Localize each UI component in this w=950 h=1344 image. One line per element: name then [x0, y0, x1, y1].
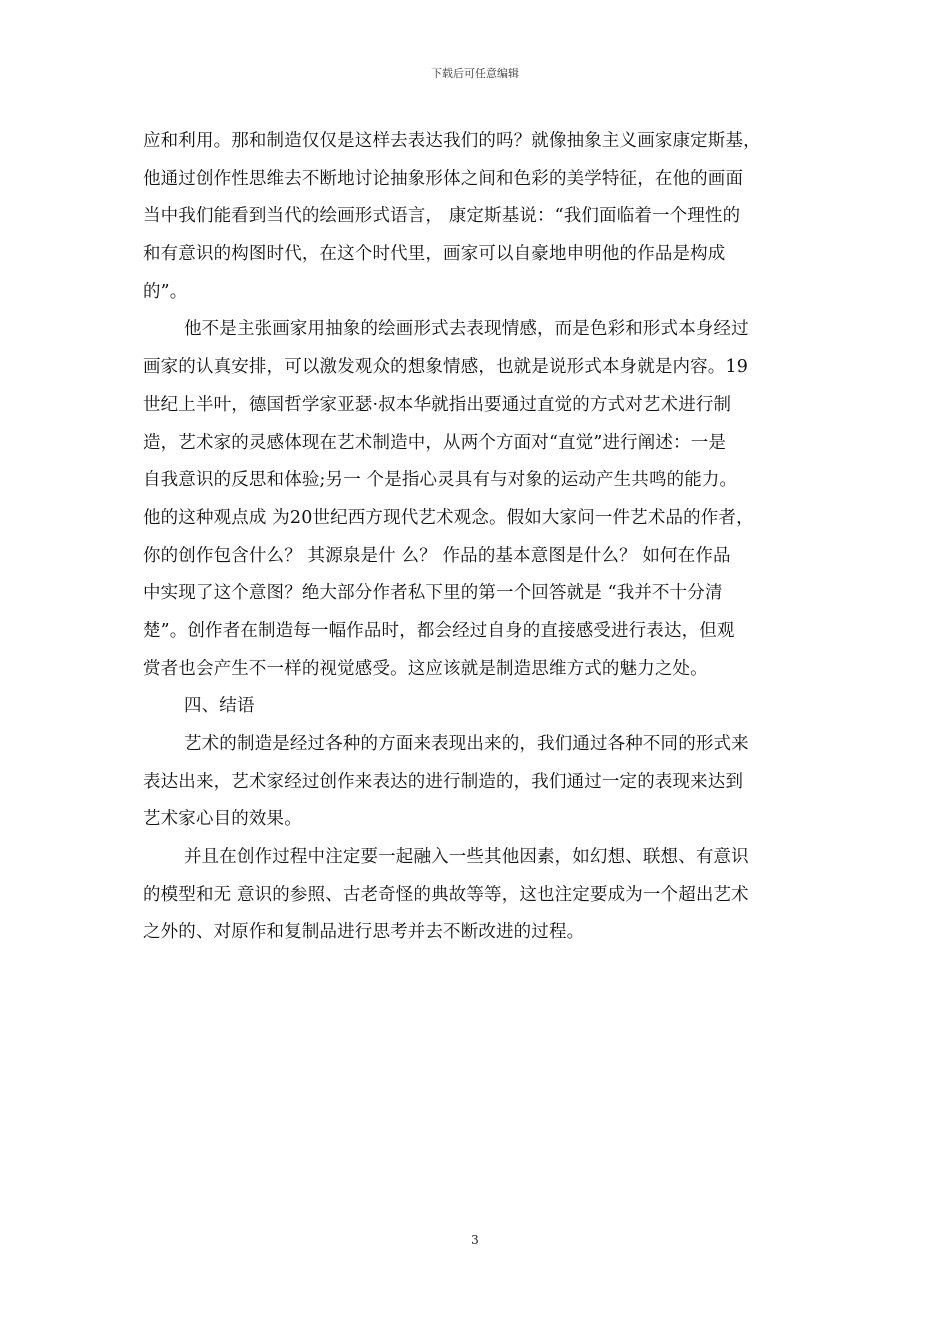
paragraph-start-line: 并且在创作过程中注定要一起融入一些其他因素，如幻想、联想、有意识 [184, 847, 749, 868]
paragraph-start-line: 艺术的制造是经过各种的方面来表现出来的，我们通过各种不同的形式来 [184, 734, 749, 754]
text-line: 中实现了这个意图？绝大部分作者私下里的第一个回答就是 “我并不十分清 [143, 583, 723, 604]
text-line: 艺术家心目的效果。 [143, 809, 302, 830]
text-line: 赏者也会产生不一样的视觉感受。这应该就是制造思维方式的魅力之处。 [143, 658, 708, 679]
section-heading: 四、结语 [184, 696, 255, 717]
page-header: 下载后可任意编辑 [431, 67, 519, 80]
text-line: 自我意识的反思和体验;另一 个是指心灵具有与对象的运动产生共鸣的能力。 [143, 470, 738, 491]
text-line: 画家的认真安排，可以激发观众的想象情感，也就是说形式本身就是内容。19 [143, 357, 749, 378]
text-line: 之外的、对原作和复制品进行思考并去不断改进的过程。 [143, 922, 585, 943]
text-line: 世纪上半叶，德国哲学家亚瑟·叔本华就指出要通过直觉的方式对艺术进行制 [143, 394, 732, 415]
text-line: 的”。 [143, 281, 188, 302]
text-line: 造，艺术家的灵感体现在艺术制造中，从两个方面对“直觉”进行阐述：一是 [143, 432, 726, 453]
page-number: 3 [471, 1233, 479, 1247]
text-line: 他通过创作性思维去不断地讨论抽象形体之间和色彩的美学特征，在他的画面 [143, 168, 744, 189]
text-line: 和有意识的构图时代，在这个时代里，画家可以自豪地申明他的作品是构成 [143, 244, 726, 265]
text-line: 你的创作包含什么？ 其源泉是什 么？ 作品的基本意图是什么？ 如何在作品 [143, 545, 731, 566]
document-body [143, 123, 811, 952]
text-line: 楚”。创作者在制造每一幅作品时，都会经过自身的直接感受进行表达，但观 [143, 620, 735, 641]
text-line: 当中我们能看到当代的绘画形式语言， 康定斯基说：“我们面临着一个理性的 [143, 206, 741, 227]
text-line: 的模型和无 意识的参照、古老奇怪的典故等等，这也注定要成为一个超出艺术 [143, 884, 749, 905]
paragraph-start-line: 他不是主张画家用抽象的绘画形式去表现情感，而是色彩和形式本身经过 [184, 319, 749, 340]
text-line: 表达出来，艺术家经过创作来表达的进行制造的，我们通过一定的表现来达到 [143, 771, 744, 792]
text-line: 应和利用。那和制造仅仅是这样去表达我们的吗？就像抽象主义画家康定斯基， [143, 131, 761, 151]
text-line: 他的这种观点成 为20世纪西方现代艺术观念。假如大家问一件艺术品的作者， [143, 507, 754, 528]
